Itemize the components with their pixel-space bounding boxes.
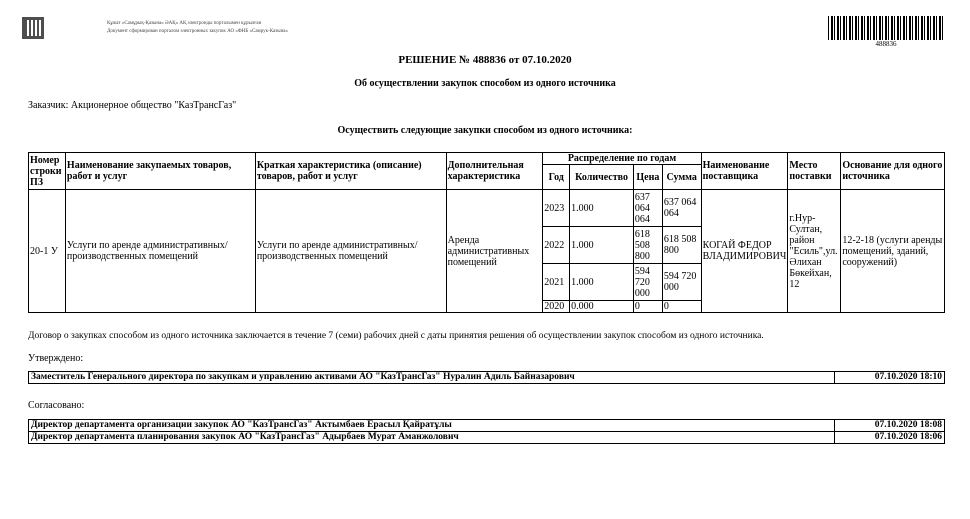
agreed-label: Согласовано:	[28, 400, 85, 411]
signer: Директор департамента организации закупок АО "КазТрансГаз" Актымбаев Ерасыл Қайратұлы	[29, 420, 835, 432]
signature-row	[29, 432, 945, 444]
sign-date: 07.10.2020 18:06	[835, 432, 945, 444]
barcode-number: 488836	[875, 40, 897, 48]
cell-sum: 0	[662, 301, 701, 313]
cell-extra: Аренда административных помещений	[446, 190, 543, 313]
customer: Заказчик: Акционерное общество "КазТрансГаз"	[28, 100, 237, 111]
signer: Директор департамента планирования закупок АО "КазТрансГаз" Адырбаев Мурат Аманжолович	[29, 432, 835, 444]
cell-year: 2022	[543, 227, 570, 264]
portal-header	[107, 20, 288, 36]
sign-date: 07.10.2020 18:08	[835, 420, 945, 432]
th-basis: Основание для одного источника	[841, 153, 945, 190]
cell-qty: 0.000	[570, 301, 634, 313]
cell-sum: 594 720 000	[662, 264, 701, 301]
cell-qty: 1.000	[570, 264, 634, 301]
approved-table	[28, 371, 945, 384]
th-qty: Количество	[570, 165, 634, 190]
signature-row	[29, 372, 945, 384]
th-sum: Сумма	[662, 165, 701, 190]
procurement-table	[28, 152, 945, 313]
cell-year: 2023	[543, 190, 570, 227]
signer: Заместитель Генерального директора по закупкам и управлению активами АО "КазТрансГаз" Нуралин Адиль Байназарович	[29, 372, 835, 384]
cell-sum: 637 064 064	[662, 190, 701, 227]
cell-price: 637 064 064	[633, 190, 662, 227]
approved-label: Утверждено:	[28, 353, 84, 364]
cell-basis: 12-2-18 (услуги аренды помещений, зданий, сооружений)	[841, 190, 945, 313]
cell-price: 594 720 000	[633, 264, 662, 301]
header-line-ru: Документ сформирован порталом электронных закупок АО «ФНБ «Самрук-Казына»	[107, 29, 288, 34]
th-dist: Распределение по годам	[543, 153, 701, 165]
barcode	[828, 16, 944, 40]
cell-name: Услуги по аренде административных/производственных помещений	[65, 190, 255, 313]
agreed-table	[28, 419, 945, 444]
cell-sum: 618 508 800	[662, 227, 701, 264]
th-extra: Дополнительная характеристика	[446, 153, 543, 190]
cell-year: 2021	[543, 264, 570, 301]
cell-year: 2020	[543, 301, 570, 313]
th-price: Цена	[633, 165, 662, 190]
page-subtitle: Об осуществлении закупок способом из одного источника	[354, 78, 616, 89]
cell-price: 0	[633, 301, 662, 313]
contract-note: Договор о закупках способом из одного источника заключается в течение 7 (семи) рабочих дней с даты принятия решения об осуществлении закупок способом из одного источника.	[28, 331, 764, 341]
table-row	[29, 190, 945, 227]
cell-qty: 1.000	[570, 227, 634, 264]
signature-row	[29, 420, 945, 432]
page-title: РЕШЕНИЕ № 488836 от 07.10.2020	[398, 54, 572, 66]
th-year: Год	[543, 165, 570, 190]
th-place: Место поставки	[788, 153, 841, 190]
th-desc: Краткая характеристика (описание) товаров, работ и услуг	[255, 153, 446, 190]
cell-price: 618 508 800	[633, 227, 662, 264]
cell-num: 20-1 У	[29, 190, 66, 313]
qr-code	[22, 17, 44, 39]
cell-supplier: КОГАЙ ФЕДОР ВЛАДИМИРОВИЧ	[701, 190, 788, 313]
th-name: Наименование закупаемых товаров, работ и услуг	[65, 153, 255, 190]
cell-qty: 1.000	[570, 190, 634, 227]
cell-place: г.Нур-Султан, район "Есиль",ул. Әлихан Бөкейхан, 12	[788, 190, 841, 313]
section-title: Осуществить следующие закупки способом из одного источника:	[337, 125, 633, 136]
th-num: Номер строки ПЗ	[29, 153, 66, 190]
sign-date: 07.10.2020 18:10	[835, 372, 945, 384]
cell-desc: Услуги по аренде административных/производственных помещений	[255, 190, 446, 313]
header-line-kz: Құжат «Самұрық-Қазына» ӘАҚ» АҚ электронды порталымен құрылған	[107, 21, 262, 26]
th-supplier: Наименование поставщика	[701, 153, 788, 190]
